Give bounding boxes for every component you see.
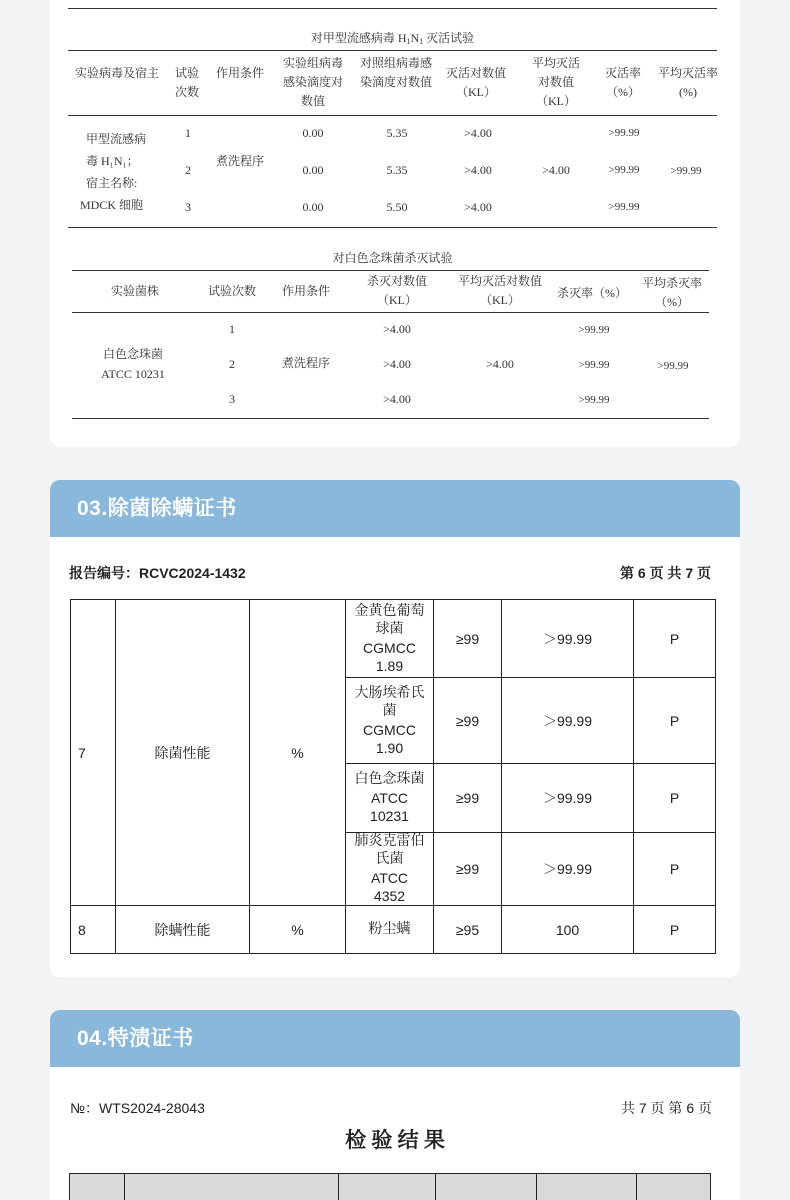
avg-rate: >99.99	[670, 165, 702, 177]
item-name: 除菌性能	[116, 600, 250, 906]
table-row	[71, 906, 716, 954]
condition-cell: 煮洗程序	[215, 154, 264, 168]
verdict: P	[634, 764, 716, 833]
kill-kl-2: >4.00	[383, 357, 411, 371]
ctrl-2: 5.35	[386, 163, 408, 177]
results-table-header	[69, 1173, 711, 1200]
kill-kl-1: >4.00	[383, 322, 411, 336]
section-header-03: 03.除菌除螨证书	[50, 480, 740, 537]
trial-2: 2	[185, 163, 191, 177]
rate-2: >99.99	[608, 164, 640, 176]
requirement: ≥99	[434, 600, 502, 678]
strain-name: 肺炎克雷伯 氏菌 ATCC 4352	[346, 833, 434, 906]
test-result: ＞99.99	[502, 764, 634, 833]
rule	[72, 418, 709, 419]
rate-1: >99.99	[608, 127, 640, 139]
ctrl-1: 5.35	[386, 126, 408, 140]
candida-table-title: 对白色念珠菌杀灭试验	[332, 251, 453, 265]
verdict: P	[634, 600, 716, 678]
ctrl-3: 5.50	[386, 200, 408, 214]
condition-cell: 煮洗程序	[281, 356, 330, 370]
kill-rate-1: >99.99	[578, 324, 610, 336]
trial-3: 3	[229, 392, 235, 406]
requirement: ≥99	[434, 678, 502, 764]
kill-kl-3: >4.00	[383, 392, 411, 406]
header-ctrl-titer: 对照组病毒感染滴度对数值	[360, 56, 433, 89]
influenza-table-title: 对甲型流感病毒 $H_1N_1$ 灭活试验	[310, 31, 475, 46]
requirement: ≥95	[434, 906, 502, 954]
trial-1: 1	[185, 126, 191, 140]
exp-3: 0.00	[302, 200, 324, 214]
item-unit: %	[250, 600, 346, 906]
item-number: 7	[71, 600, 116, 906]
header-kill-rate: 杀灭率（%）	[557, 286, 627, 300]
result-table	[70, 599, 716, 954]
header-avg-rate: 平均灭活率(%)	[657, 66, 718, 99]
item-number: 8	[71, 906, 116, 954]
test-result: 100	[502, 906, 634, 954]
item-unit: %	[250, 906, 346, 954]
test-report-card	[50, 0, 740, 447]
strain-cell: 白色念珠菌 ATCC 10231	[101, 347, 165, 381]
header-kl: 灭活对数值（KL）	[445, 66, 506, 99]
strain-name: 白色念珠菌 ATCC 10231	[346, 764, 434, 833]
verdict: P	[634, 906, 716, 954]
header-strain: 实验菌株	[110, 284, 159, 298]
kl-3: >4.00	[464, 200, 492, 214]
header-exp-titer: 实验组病毒感染滴度对数值	[282, 56, 343, 108]
kill-rate-2: >99.99	[578, 359, 610, 371]
page-indicator: 第 6 页 共 7 页	[619, 565, 711, 581]
table-row	[71, 600, 716, 678]
stain-certificate-card	[50, 1010, 740, 1200]
trial-3: 3	[185, 200, 191, 214]
test-result: ＞99.99	[502, 600, 634, 678]
exp-1: 0.00	[302, 126, 324, 140]
trial-2: 2	[229, 357, 235, 371]
kl-1: >4.00	[464, 126, 492, 140]
strain-name: 粉尘螨	[346, 906, 434, 954]
rule	[72, 312, 709, 313]
strain-name: 大肠埃希氏 菌 CGMCC 1.90	[346, 678, 434, 764]
requirement: ≥99	[434, 764, 502, 833]
verdict: P	[634, 678, 716, 764]
rule	[68, 50, 717, 51]
header-rate: 灭活率（%）	[604, 66, 641, 99]
avg-kl: >4.00	[486, 357, 514, 371]
test-result: ＞99.99	[502, 833, 634, 906]
header-condition: 作用条件	[281, 284, 330, 298]
antibacterial-certificate-card	[50, 480, 740, 977]
strain-name: 金黄色葡萄 球菌 CGMCC 1.89	[346, 600, 434, 678]
header-kill-kl: 杀灭对数值（KL）	[366, 274, 427, 307]
test-result: ＞99.99	[502, 678, 634, 764]
results-title: 检 验 结 果	[345, 1128, 445, 1152]
page-indicator: 共 7 页 第 6 页	[620, 1100, 712, 1116]
rule	[68, 115, 717, 116]
exp-2: 0.00	[302, 163, 324, 177]
section-header-04: 04.特渍证书	[50, 1010, 740, 1067]
avg-kill-rate: >99.99	[657, 360, 689, 372]
item-name: 除螨性能	[116, 906, 250, 954]
rule	[72, 270, 709, 271]
rule	[68, 227, 717, 228]
top-rule	[68, 8, 717, 9]
header-avg-kl: 平均灭活对数值（KL）	[457, 274, 542, 307]
kl-2: >4.00	[464, 163, 492, 177]
header-condition: 作用条件	[216, 66, 265, 80]
header-avg-kill-rate: 平均杀灭率（%）	[641, 276, 702, 309]
kill-rate-3: >99.99	[578, 394, 610, 406]
trial-1: 1	[229, 322, 235, 336]
header-trials: 试验次数	[207, 284, 256, 298]
requirement: ≥99	[434, 833, 502, 906]
header-avg-kl: 平均灭活对数值（KL）	[531, 56, 580, 108]
virus-host-cell: 甲型流感病 毒 H₁N₁； 宿主名称: MDCK 细胞	[80, 132, 147, 212]
report-number: №：WTS2024-28043	[70, 1100, 205, 1116]
header-subject: 实验病毒及宿主	[74, 66, 159, 80]
rate-3: >99.99	[608, 201, 640, 213]
verdict: P	[634, 833, 716, 906]
header-trials: 试验次数	[174, 66, 199, 99]
report-number: 报告编号：RCVC2024-1432	[69, 565, 246, 581]
avg-kl: >4.00	[542, 163, 570, 177]
